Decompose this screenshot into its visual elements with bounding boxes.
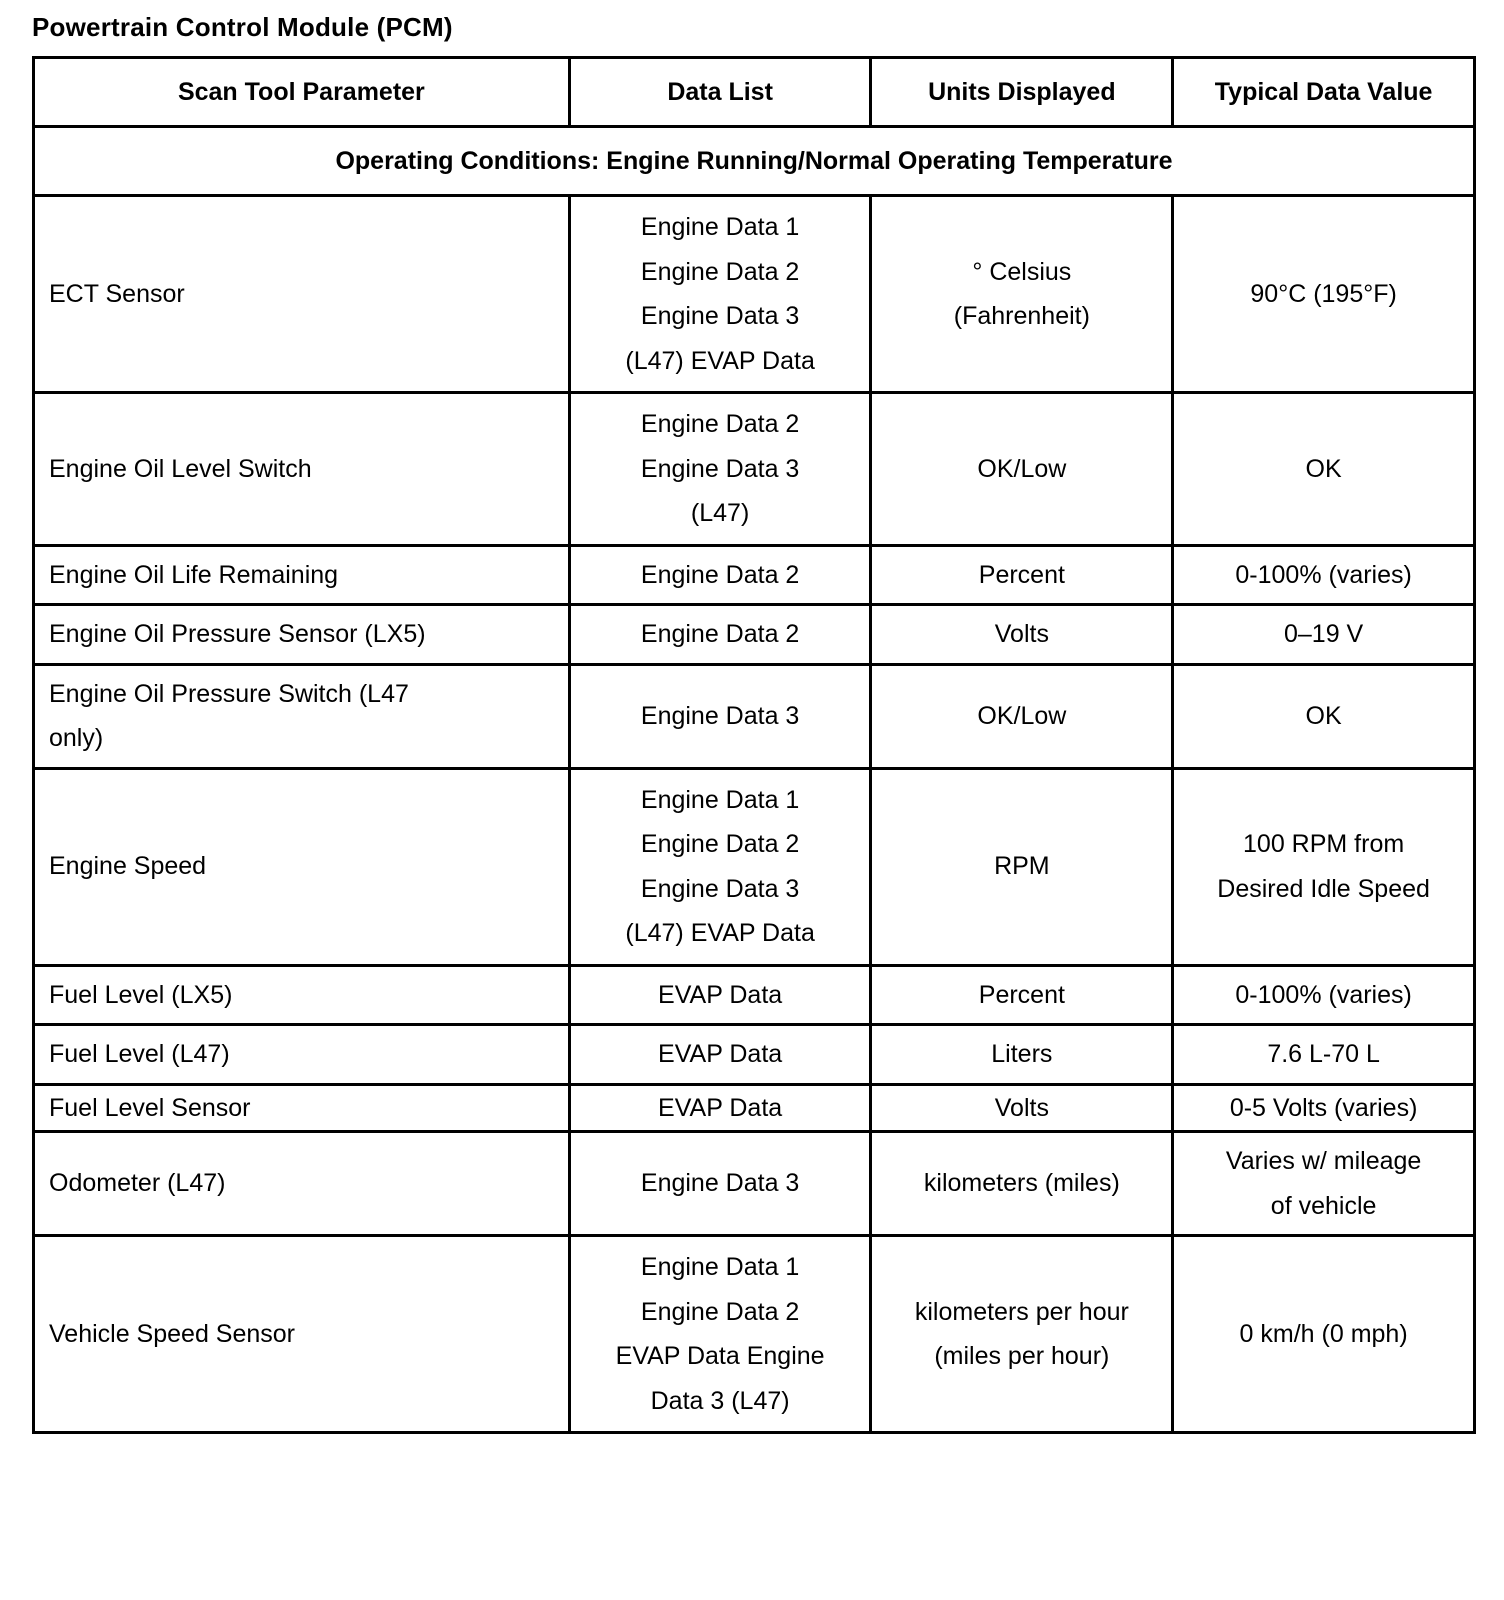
cell-line: (L47) EVAP Data — [625, 346, 815, 375]
table-row — [34, 1236, 1475, 1433]
cell-line: OK/Low — [977, 454, 1067, 483]
cell-line: (L47) EVAP Data — [625, 919, 815, 947]
cell-line: Volts — [994, 620, 1049, 648]
cell-units — [871, 196, 1173, 393]
header-typical-data-value: Typical Data Value — [1173, 58, 1475, 127]
cell-line: EVAP Data — [658, 1040, 783, 1068]
cell-parameter — [34, 768, 570, 965]
cell-line: EVAP Data Engine — [615, 1342, 825, 1370]
cell-line: OK/Low — [977, 701, 1067, 730]
cell-parameter — [34, 1132, 570, 1236]
cell-line: 0-100% (varies) — [1235, 560, 1412, 589]
cell-parameter — [34, 1025, 570, 1085]
cell-parameter — [34, 1236, 570, 1433]
cell-typical-value — [1173, 1132, 1475, 1236]
cell-data-list — [569, 393, 871, 546]
cell-line: Engine Data 3 — [640, 874, 800, 903]
cell-typical-value — [1173, 768, 1475, 965]
cell-line: Varies w/ mileage — [1225, 1147, 1422, 1175]
cell-line: Engine Oil Life Remaining — [49, 560, 339, 589]
cell-line: 100 RPM from — [1243, 830, 1405, 858]
cell-line: Engine Oil Level Switch — [49, 454, 312, 483]
pcm-parameter-table — [32, 56, 1476, 1434]
cell-typical-value — [1173, 1236, 1475, 1433]
cell-typical-value — [1173, 1084, 1475, 1132]
cell-typical-value — [1173, 664, 1475, 768]
cell-line: Percent — [978, 560, 1065, 589]
cell-units — [871, 1084, 1173, 1132]
cell-units — [871, 1236, 1173, 1433]
cell-line: kilometers (miles) — [923, 1169, 1120, 1198]
cell-units — [871, 605, 1173, 665]
table-row — [34, 664, 1475, 768]
cell-parameter — [34, 605, 570, 665]
cell-line: OK — [1305, 701, 1342, 730]
cell-typical-value — [1173, 393, 1475, 546]
cell-data-list — [569, 1084, 871, 1132]
cell-data-list — [569, 1025, 871, 1085]
header-row — [34, 58, 1475, 127]
cell-line: EVAP Data — [658, 1093, 783, 1122]
cell-parameter — [34, 664, 570, 768]
cell-line: Engine Data 2 — [640, 620, 800, 648]
cell-line: OK — [1305, 454, 1342, 483]
cell-line: Engine Oil Pressure Switch (L47 — [49, 679, 409, 708]
cell-line: 0-5 Volts (varies) — [1229, 1093, 1418, 1122]
cell-line: Liters — [991, 1040, 1053, 1068]
cell-typical-value — [1173, 605, 1475, 665]
table-row — [34, 1084, 1475, 1132]
cell-line: 0 km/h (0 mph) — [1239, 1319, 1408, 1348]
cell-line: Volts — [994, 1093, 1049, 1122]
cell-line: (Fahrenheit) — [953, 302, 1090, 330]
cell-line: Engine Data 3 — [640, 1169, 800, 1198]
cell-typical-value — [1173, 196, 1475, 393]
cell-line: Odometer (L47) — [49, 1169, 226, 1198]
cell-line: ECT Sensor — [49, 279, 185, 308]
cell-parameter — [34, 965, 570, 1025]
cell-line: (L47) — [690, 499, 750, 527]
cell-data-list — [569, 605, 871, 665]
cell-typical-value — [1173, 545, 1475, 605]
section-operating-conditions: Operating Conditions: Engine Running/Normal Operating Temperature — [34, 127, 1475, 196]
table-row — [34, 393, 1475, 546]
table-row — [34, 605, 1475, 665]
cell-typical-value — [1173, 1025, 1475, 1085]
cell-units — [871, 1132, 1173, 1236]
cell-parameter — [34, 196, 570, 393]
cell-line: Fuel Level Sensor — [49, 1093, 251, 1122]
cell-line: RPM — [994, 852, 1050, 881]
header-scan-tool-parameter: Scan Tool Parameter — [34, 58, 570, 127]
table-row — [34, 1132, 1475, 1236]
table-row — [34, 545, 1475, 605]
cell-line: Engine Data 2 — [640, 560, 800, 589]
cell-line: EVAP Data — [658, 980, 783, 1009]
cell-line: (miles per hour) — [934, 1342, 1110, 1370]
cell-units — [871, 965, 1173, 1025]
cell-typical-value — [1173, 965, 1475, 1025]
cell-line: Data 3 (L47) — [650, 1386, 790, 1415]
cell-line: Fuel Level (LX5) — [49, 980, 233, 1009]
cell-data-list — [569, 545, 871, 605]
cell-line: 90°C (195°F) — [1250, 279, 1397, 308]
cell-units — [871, 393, 1173, 546]
cell-units — [871, 664, 1173, 768]
cell-data-list — [569, 1132, 871, 1236]
cell-line: Engine Data 2 — [640, 410, 800, 438]
cell-line: Engine Data 1 — [640, 213, 800, 241]
section-row — [34, 127, 1475, 196]
header-data-list: Data List — [569, 58, 871, 127]
table-row — [34, 965, 1475, 1025]
cell-line: Engine Data 2 — [640, 257, 800, 286]
cell-line: Engine Data 2 — [640, 830, 800, 858]
cell-line: Engine Data 1 — [640, 785, 800, 814]
cell-line: Engine Data 3 — [640, 302, 800, 330]
cell-data-list — [569, 664, 871, 768]
cell-line: Fuel Level (L47) — [49, 1040, 230, 1068]
cell-line: Desired Idle Speed — [1217, 874, 1430, 903]
cell-line: Percent — [978, 980, 1065, 1009]
cell-data-list — [569, 1236, 871, 1433]
cell-line: ° Celsius — [972, 257, 1072, 286]
cell-line: Engine Oil Pressure Sensor (LX5) — [49, 620, 426, 648]
cell-line: 7.6 L-70 L — [1267, 1040, 1380, 1068]
cell-data-list — [569, 196, 871, 393]
cell-data-list — [569, 768, 871, 965]
cell-line: kilometers per hour — [914, 1297, 1129, 1326]
cell-parameter — [34, 545, 570, 605]
cell-units — [871, 545, 1173, 605]
cell-units — [871, 1025, 1173, 1085]
table-row — [34, 196, 1475, 393]
cell-line: 0–19 V — [1283, 620, 1364, 648]
cell-line: Engine Data 3 — [640, 701, 800, 730]
page-title: Powertrain Control Module (PCM) — [32, 12, 453, 42]
cell-line: Engine Data 3 — [640, 454, 800, 483]
cell-line: Engine Speed — [49, 852, 207, 881]
cell-line: 0-100% (varies) — [1235, 980, 1412, 1009]
cell-parameter — [34, 1084, 570, 1132]
table-row — [34, 1025, 1475, 1085]
cell-line: Engine Data 1 — [640, 1253, 800, 1281]
cell-line: of vehicle — [1270, 1191, 1377, 1220]
table-row — [34, 768, 1475, 965]
cell-line: only) — [49, 724, 104, 752]
header-units-displayed: Units Displayed — [871, 58, 1173, 127]
cell-units — [871, 768, 1173, 965]
cell-data-list — [569, 965, 871, 1025]
cell-line: Vehicle Speed Sensor — [49, 1319, 296, 1348]
cell-parameter — [34, 393, 570, 546]
cell-line: Engine Data 2 — [640, 1297, 800, 1326]
